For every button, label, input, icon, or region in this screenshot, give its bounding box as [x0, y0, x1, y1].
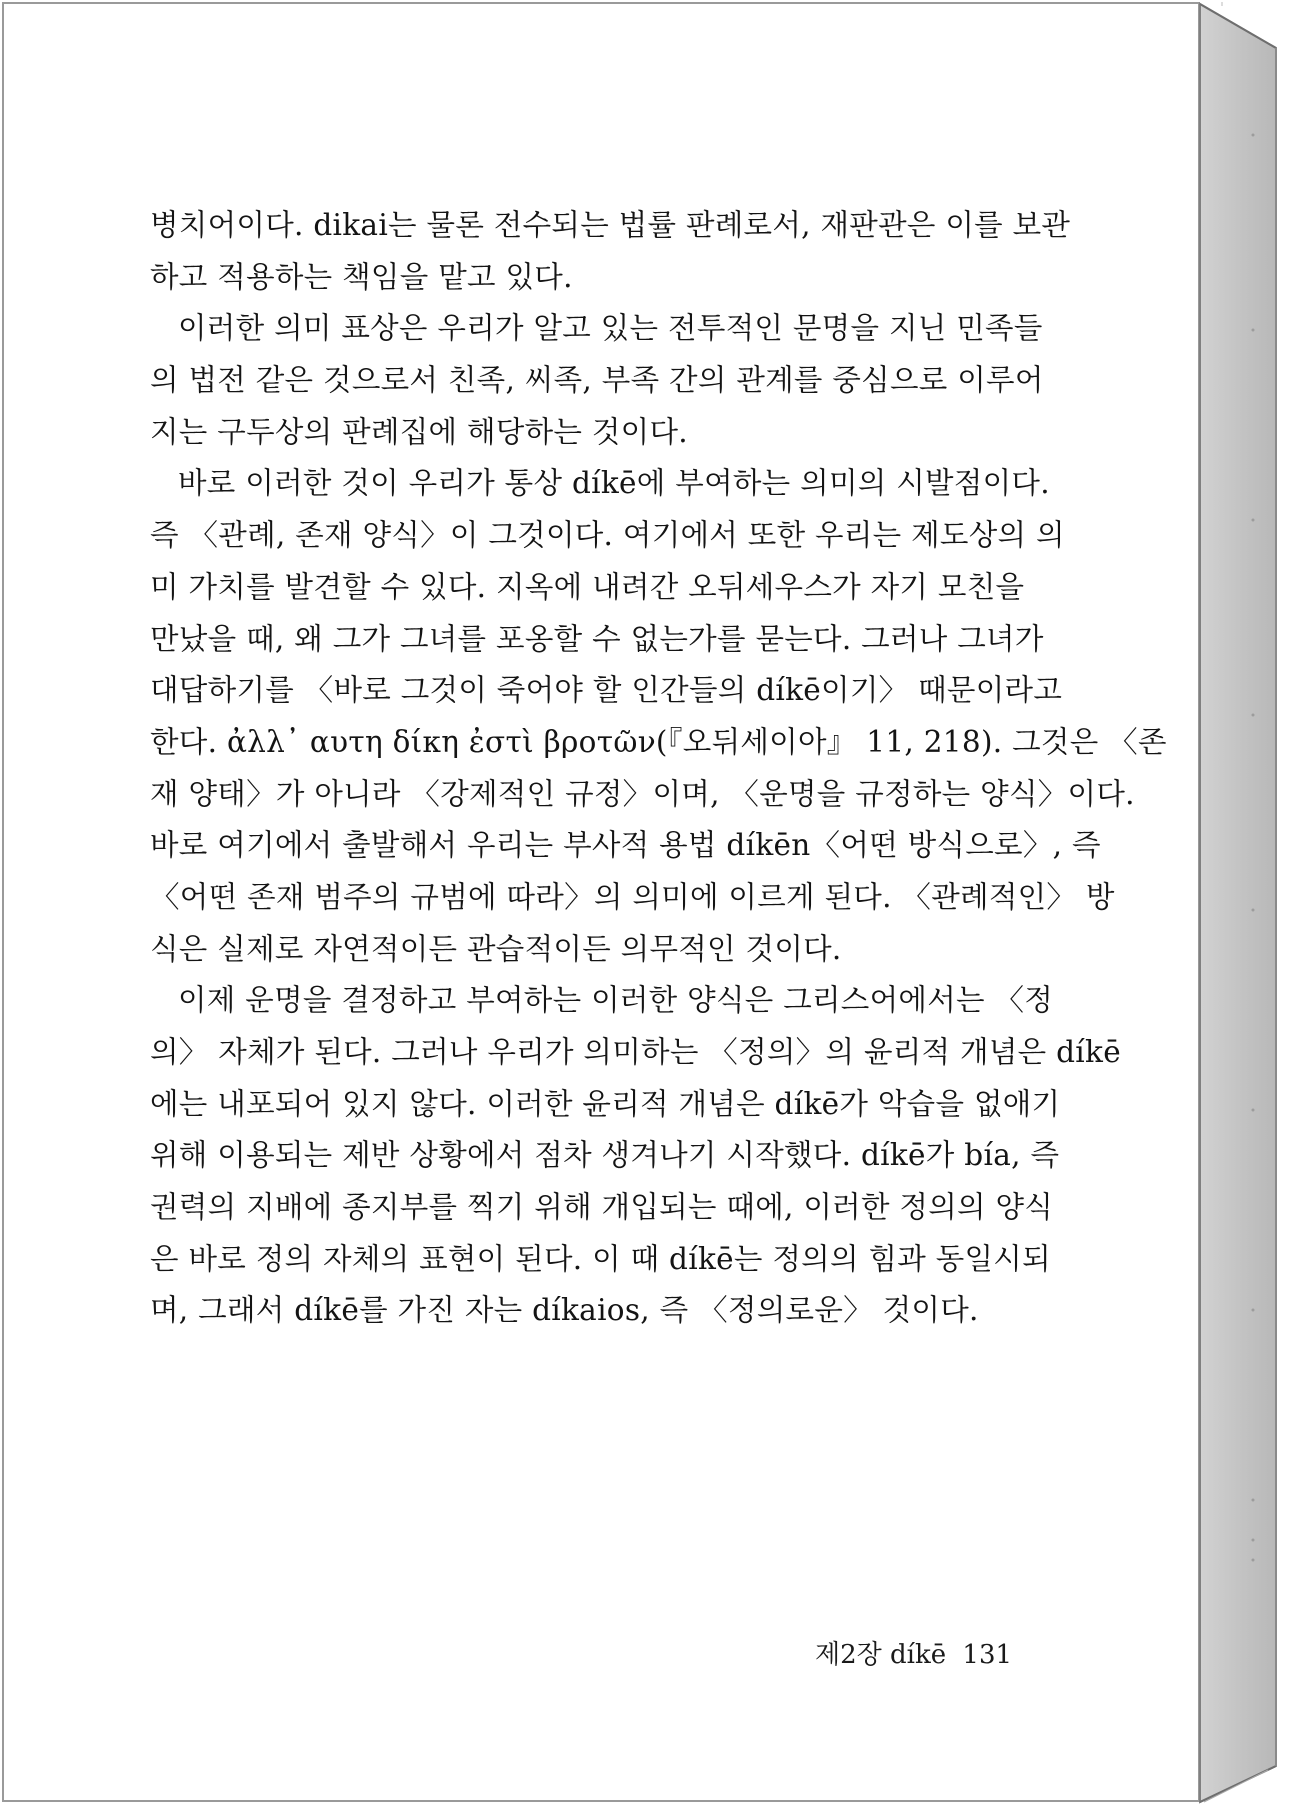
text-line: 한다. ἀλλ᾽ αυτη δίκη ἐστὶ βροτῶν(『오뒤세이아』 11, 218). 그것은 〈존: [150, 724, 1167, 759]
text-line: 바로 여기에서 출발해서 우리는 부사적 용법 díkēn〈어떤 방식으로〉, 즉: [150, 828, 1101, 863]
text-line: 하고 적용하는 책임을 맡고 있다.: [150, 259, 573, 294]
body-text: [150, 200, 1167, 1337]
text-line: 미 가치를 발견할 수 있다. 지옥에 내려간 오뒤세우스가 자기 모친을: [150, 569, 1025, 604]
text-line: 대답하기를 〈바로 그것이 죽어야 할 인간들의 díkē이기〉 때문이라고: [150, 673, 1063, 708]
page-footer: [815, 1634, 1020, 1671]
text-line: 식은 실제로 자연적이든 관습적이든 의무적인 것이다.: [150, 931, 842, 966]
text-line: 지는 구두상의 판례집에 해당하는 것이다.: [150, 414, 688, 449]
page-number: 131: [962, 1640, 1013, 1670]
text-line: 병치어이다. dikai는 물론 전수되는 법률 판례로서, 재판관은 이를 보관: [150, 208, 1071, 242]
text-line: 재 양태〉가 아니라 〈강제적인 규정〉이며, 〈운명을 규정하는 양식〉이다.: [150, 776, 1135, 811]
text-line: 〈어떤 존재 범주의 규범에 따라〉의 의미에 이르게 된다. 〈관례적인〉 방: [150, 879, 1115, 914]
text-line: 에는 내포되어 있지 않다. 이러한 윤리적 개념은 díkē가 악습을 없애기: [150, 1086, 1061, 1121]
text-line: 의〉 자체가 된다. 그러나 우리가 의미하는 〈정의〉의 윤리적 개념은 díkē: [150, 1035, 1121, 1069]
text-line: 만났을 때, 왜 그가 그녀를 포옹할 수 없는가를 묻는다. 그러나 그녀가: [150, 621, 1044, 656]
text-line: 은 바로 정의 자체의 표현이 된다. 이 때 díkē는 정의의 힘과 동일시되: [150, 1241, 1051, 1276]
text-line: 권력의 지배에 종지부를 찍기 위해 개입되는 때에, 이러한 정의의 양식: [150, 1190, 1054, 1225]
text-line: 위해 이용되는 제반 상황에서 점차 생겨나기 시작했다. díkē가 bía, 즉: [150, 1138, 1060, 1173]
text-line: 이러한 의미 표상은 우리가 알고 있는 전투적인 문명을 지닌 민족들: [178, 311, 1043, 346]
text-line: 의 법전 같은 것으로서 친족, 씨족, 부족 간의 관계를 중심으로 이루어: [150, 363, 1044, 398]
chapter-label: 제2장 díkē: [815, 1640, 947, 1670]
text-line: 며, 그래서 díkē를 가진 자는 díkaios, 즉 〈정의로운〉 것이다.: [150, 1293, 979, 1328]
text-line: 이제 운명을 결정하고 부여하는 이러한 양식은 그리스어에서는 〈정: [178, 983, 1054, 1018]
text-line: 즉 〈관례, 존재 양식〉이 그것이다. 여기에서 또한 우리는 제도상의 의: [150, 518, 1065, 553]
text-line: 바로 이러한 것이 우리가 통상 díkē에 부여하는 의미의 시발점이다.: [178, 466, 1050, 501]
